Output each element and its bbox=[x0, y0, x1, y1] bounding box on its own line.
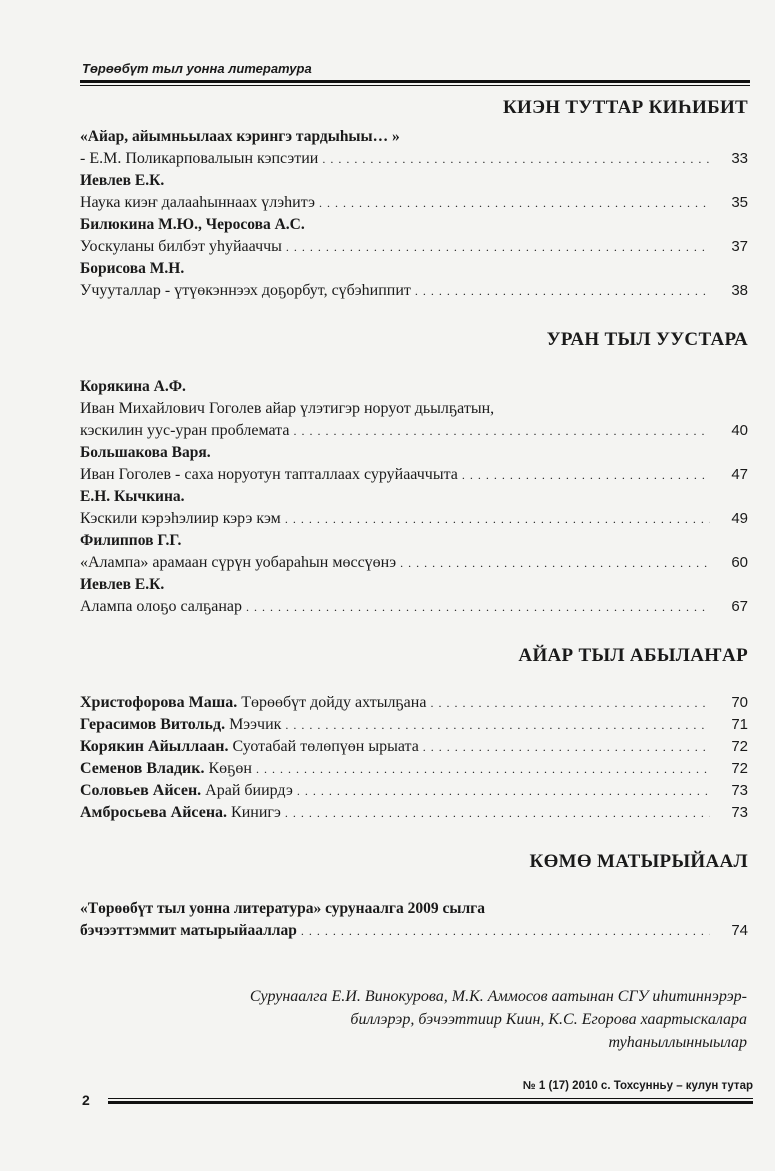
entry-page: 74 bbox=[731, 922, 748, 939]
leader-dots bbox=[256, 758, 710, 780]
entry-page: 71 bbox=[731, 716, 748, 733]
entry-author: Семенов Владик. bbox=[80, 760, 205, 777]
table-of-contents bbox=[80, 96, 748, 942]
entry-author: Борисова М.Н. bbox=[80, 260, 185, 277]
section-title: КӨМӨ МАТЫРЫЙААЛ bbox=[529, 851, 748, 872]
entry-title: «Алампа» арамаан сүрүн уобараһын мөссүөнэ bbox=[80, 554, 397, 571]
leader-dots bbox=[430, 692, 710, 714]
entry-page: 60 bbox=[731, 554, 748, 571]
entry-page: 72 bbox=[731, 738, 748, 755]
entry-title: Иван Гоголев - саха норуотун тапталлаах суруйааччыта bbox=[80, 466, 458, 483]
entry-page: 73 bbox=[731, 804, 748, 821]
section-kien-tuttar bbox=[80, 96, 748, 302]
leader-dots bbox=[285, 714, 710, 736]
section-uran-tyl bbox=[80, 328, 748, 618]
entry-page: 40 bbox=[731, 422, 748, 439]
entry-work: Арай биирдэ bbox=[205, 782, 293, 799]
entry-page: 72 bbox=[731, 760, 748, 777]
credits-line: туһаныллынныылар bbox=[608, 1034, 747, 1051]
leader-dots bbox=[293, 420, 710, 442]
entry-title-line: Иван Михайлович Гоголев айар үлэтигэр норуот дьылҕатын, bbox=[80, 400, 495, 417]
entry-page: 37 bbox=[731, 238, 748, 255]
entry-author: Филиппов Г.Г. bbox=[80, 532, 182, 549]
entry-title bbox=[80, 692, 426, 714]
credits-line: Сурунаалга Е.И. Винокурова, М.К. Аммосов аатынан СГУ иһитиннэрэр- bbox=[249, 988, 747, 1005]
toc-entry[interactable] bbox=[80, 464, 748, 486]
running-title: Төрөөбүт тыл уонна литература bbox=[82, 61, 312, 76]
entry-title: Кэскили кэрэһэлиир кэрэ кэм bbox=[80, 510, 281, 527]
entry-work: Кинигэ bbox=[231, 804, 281, 821]
entry-title: кэскилин уус-уран проблемата bbox=[80, 422, 290, 439]
entry-title bbox=[80, 758, 252, 780]
entry-title bbox=[80, 802, 281, 824]
entry-page: 70 bbox=[731, 694, 748, 711]
entry-author: Иевлев Е.К. bbox=[80, 576, 165, 593]
entry-author: Амбросьева Айсена. bbox=[80, 804, 228, 821]
leader-dots bbox=[322, 148, 710, 170]
entry-author: Корякина А.Ф. bbox=[80, 378, 186, 395]
section-title: КИЭН ТУТТАР КИҺИБИТ bbox=[502, 97, 748, 118]
toc-entry[interactable] bbox=[80, 420, 748, 442]
toc-entry[interactable] bbox=[80, 692, 748, 714]
entry-work: Мээчик bbox=[229, 716, 282, 733]
entry-page: 33 bbox=[731, 150, 748, 167]
section-komo-matyryiaal bbox=[80, 850, 748, 942]
entry-author: Большакова Варя. bbox=[80, 444, 211, 461]
toc-entry[interactable] bbox=[80, 596, 748, 618]
entry-title: бэчээттэммит матырыйааллар bbox=[80, 922, 297, 939]
leader-dots bbox=[415, 280, 710, 302]
page-number: 2 bbox=[82, 1092, 90, 1108]
entry-work: Төрөөбүт дойду ахтылҕана bbox=[241, 694, 427, 711]
entry-title bbox=[80, 780, 293, 802]
entry-author: Е.Н. Кычкина. bbox=[80, 488, 185, 505]
entry-page: 67 bbox=[731, 598, 748, 615]
entry-author: Билюкина М.Ю., Черосова А.С. bbox=[80, 216, 305, 233]
entry-title bbox=[80, 714, 281, 736]
toc-entry[interactable] bbox=[80, 802, 748, 824]
leader-dots bbox=[319, 192, 710, 214]
entry-page: 49 bbox=[731, 510, 748, 527]
leader-dots bbox=[286, 236, 710, 258]
toc-entry[interactable] bbox=[80, 192, 748, 214]
toc-entry[interactable] bbox=[80, 148, 748, 170]
leader-dots bbox=[285, 802, 710, 824]
entry-page: 47 bbox=[731, 466, 748, 483]
entry-title: Алампа олоҕо салҕанар bbox=[80, 598, 242, 615]
leader-dots bbox=[423, 736, 710, 758]
toc-entry[interactable] bbox=[80, 714, 748, 736]
entry-author: Корякин Айыллаан. bbox=[80, 738, 229, 755]
entry-author: Соловьев Айсен. bbox=[80, 782, 202, 799]
toc-entry[interactable] bbox=[80, 236, 748, 258]
header-rule bbox=[80, 80, 750, 87]
entry-page: 73 bbox=[731, 782, 748, 799]
credits-note bbox=[87, 985, 747, 1054]
toc-entry[interactable] bbox=[80, 552, 748, 574]
entry-title: - Е.М. Поликарповалыын кэпсэтии bbox=[80, 150, 319, 167]
entry-author: Христофорова Маша. bbox=[80, 694, 238, 711]
entry-page: 38 bbox=[731, 282, 748, 299]
toc-entry[interactable] bbox=[80, 920, 748, 942]
entry-work: Көҕөн bbox=[208, 760, 252, 777]
leader-dots bbox=[301, 920, 710, 942]
entry-author: Иевлев Е.К. bbox=[80, 172, 165, 189]
leader-dots bbox=[285, 508, 710, 530]
toc-entry[interactable] bbox=[80, 280, 748, 302]
toc-entry[interactable] bbox=[80, 508, 748, 530]
issue-info: № 1 (17) 2010 с. Тохсунньу – кулун тутар bbox=[522, 1080, 753, 1092]
entry-author: Герасимов Витольд. bbox=[80, 716, 226, 733]
entry-heading: «Төрөөбүт тыл уонна литература» сурунаалга 2009 сылга bbox=[80, 900, 485, 917]
entry-heading: «Айар, айымньылаах кэрингэ тардыһыы… » bbox=[80, 128, 400, 145]
entry-title: Наука киэҥ далааһыннаах үлэһитэ bbox=[80, 194, 315, 211]
toc-entry[interactable] bbox=[80, 758, 748, 780]
leader-dots bbox=[462, 464, 710, 486]
section-aiar-tyl bbox=[80, 644, 748, 824]
section-title: УРАН ТЫЛ УУСТАРА bbox=[546, 329, 748, 350]
section-title: АЙАР ТЫЛ АБЫЛАҤАР bbox=[518, 645, 748, 666]
entry-title bbox=[80, 736, 419, 758]
credits-line: биллэрэр, бэчээттиир Киин, К.С. Егорова хаартыскалара bbox=[350, 1011, 747, 1028]
toc-entry[interactable] bbox=[80, 736, 748, 758]
toc-entry[interactable] bbox=[80, 780, 748, 802]
leader-dots bbox=[297, 780, 710, 802]
footer-rule bbox=[108, 1098, 753, 1104]
leader-dots bbox=[246, 596, 710, 618]
entry-work: Суотабай төлөпүөн ырыата bbox=[232, 738, 419, 755]
entry-title: Учууталлар - үтүөкэннээх доҕорбут, сүбэһиппит bbox=[80, 282, 411, 299]
entry-title: Уоскуланы билбэт уһуйааччы bbox=[80, 238, 282, 255]
entry-page: 35 bbox=[731, 194, 748, 211]
leader-dots bbox=[400, 552, 710, 574]
